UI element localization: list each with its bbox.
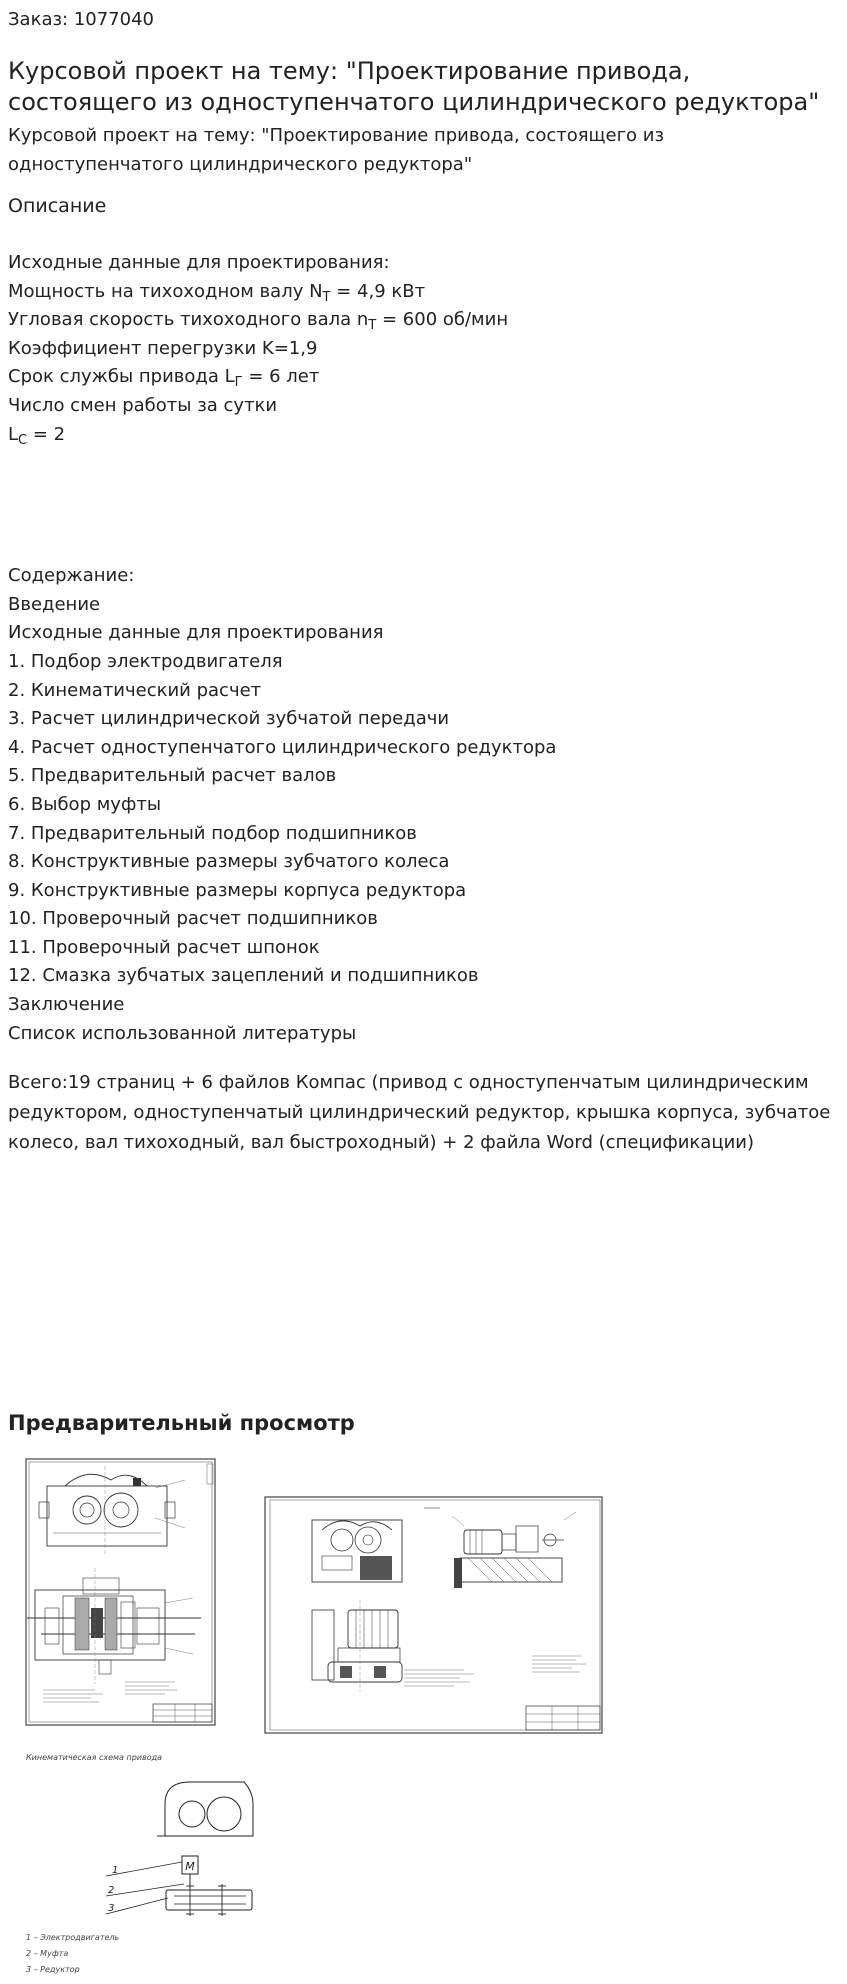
legend-item-motor: 1 – Электродвигатель: [26, 1933, 120, 1942]
source-heading: Исходные данные для проектирования:: [8, 252, 390, 273]
contents-item: 9. Конструктивные размеры корпуса редуктора: [8, 879, 467, 901]
power-line: Мощность на тихоходном валу $N_T = 4,9$ кВт: [8, 280, 426, 305]
contents-heading: Содержание:: [8, 565, 135, 587]
contents-item: Заключение: [8, 994, 125, 1016]
speed-line: Угловая скорость тихоходного вала $n_T = 600$ об/мин: [8, 309, 509, 334]
callout-3: 3: [108, 1903, 115, 1914]
motor-letter: M: [185, 1860, 195, 1873]
contents-item: 5. Предварительный расчет валов: [8, 765, 337, 787]
legend-item-reducer: 3 – Редуктор: [26, 1965, 80, 1974]
contents-item: 7. Предварительный подбор подшипников: [8, 822, 417, 844]
life-line: Срок службы привода $L_Г = 6$ лет: [8, 366, 320, 391]
lead-text: Курсовой проект на тему: "Проектирование привода, состоящего из одноступенчатого цилиндрического редуктора": [8, 125, 665, 175]
order-number: Заказ: 1077040: [8, 9, 154, 30]
callout-1: 1: [112, 1865, 119, 1876]
contents-item: Список использованной литературы: [8, 1022, 357, 1044]
contents-item: 10. Проверочный расчет подшипников: [8, 908, 378, 930]
overload-line: Коэффициент перегрузки K=1,9: [8, 337, 318, 359]
preview-thumbnail-kinematic-scheme[interactable]: [24, 1750, 256, 1978]
total-files: Всего:19 страниц + 6 файлов Компас (привод с одноступенчатым цилиндрическим редуктором, одноступенчатый цилиндрический редуктор, крышка корпуса, зубчатое колесо, вал тихоходный, вал быстроходный) + 2 файла Word (спецификации): [8, 1072, 831, 1154]
preview-thumbnail-drive-assembly[interactable]: [264, 1496, 603, 1734]
shifts-line: Число смен работы за сутки: [8, 394, 278, 416]
scheme-caption: Кинематическая схема привода: [26, 1753, 163, 1762]
contents-item: 2. Кинематический расчет: [8, 679, 262, 701]
contents-item: 12. Смазка зубчатых зацеплений и подшипников: [8, 965, 479, 987]
kinematic-scheme-drawing: [24, 1750, 256, 1978]
contents-item: 8. Конструктивные размеры зубчатого колеса: [8, 851, 450, 873]
callout-2: 2: [108, 1885, 115, 1896]
preview-heading: Предварительный просмотр: [8, 1411, 355, 1435]
shifts-value-line: $L_C = 2$: [8, 423, 66, 448]
contents-item: 4. Расчет одноступенчатого цилиндрического редуктора: [8, 736, 557, 758]
contents-item: 6. Выбор муфты: [8, 793, 162, 815]
reducer-drawing: [25, 1458, 216, 1726]
contents-item: Исходные данные для проектирования: [8, 622, 384, 644]
contents: [8, 562, 838, 1048]
contents-list: [8, 591, 838, 1049]
source-data: [8, 249, 838, 449]
page-content: [8, 0, 838, 1435]
page-title: Курсовой проект на тему: "Проектирование привода, состоящего из одноступенчатого цилиндрического редуктора": [8, 57, 820, 116]
drive-assembly-drawing: [264, 1496, 603, 1734]
contents-item: 1. Подбор электродвигателя: [8, 650, 283, 672]
contents-item: 11. Проверочный расчет шпонок: [8, 936, 320, 958]
preview-thumbnail-reducer[interactable]: [25, 1458, 216, 1726]
description-heading: Описание: [8, 195, 107, 217]
contents-item: Введение: [8, 593, 101, 615]
contents-item: 3. Расчет цилиндрической зубчатой передачи: [8, 708, 450, 730]
legend-item-coupling: 2 – Муфта: [26, 1949, 69, 1958]
